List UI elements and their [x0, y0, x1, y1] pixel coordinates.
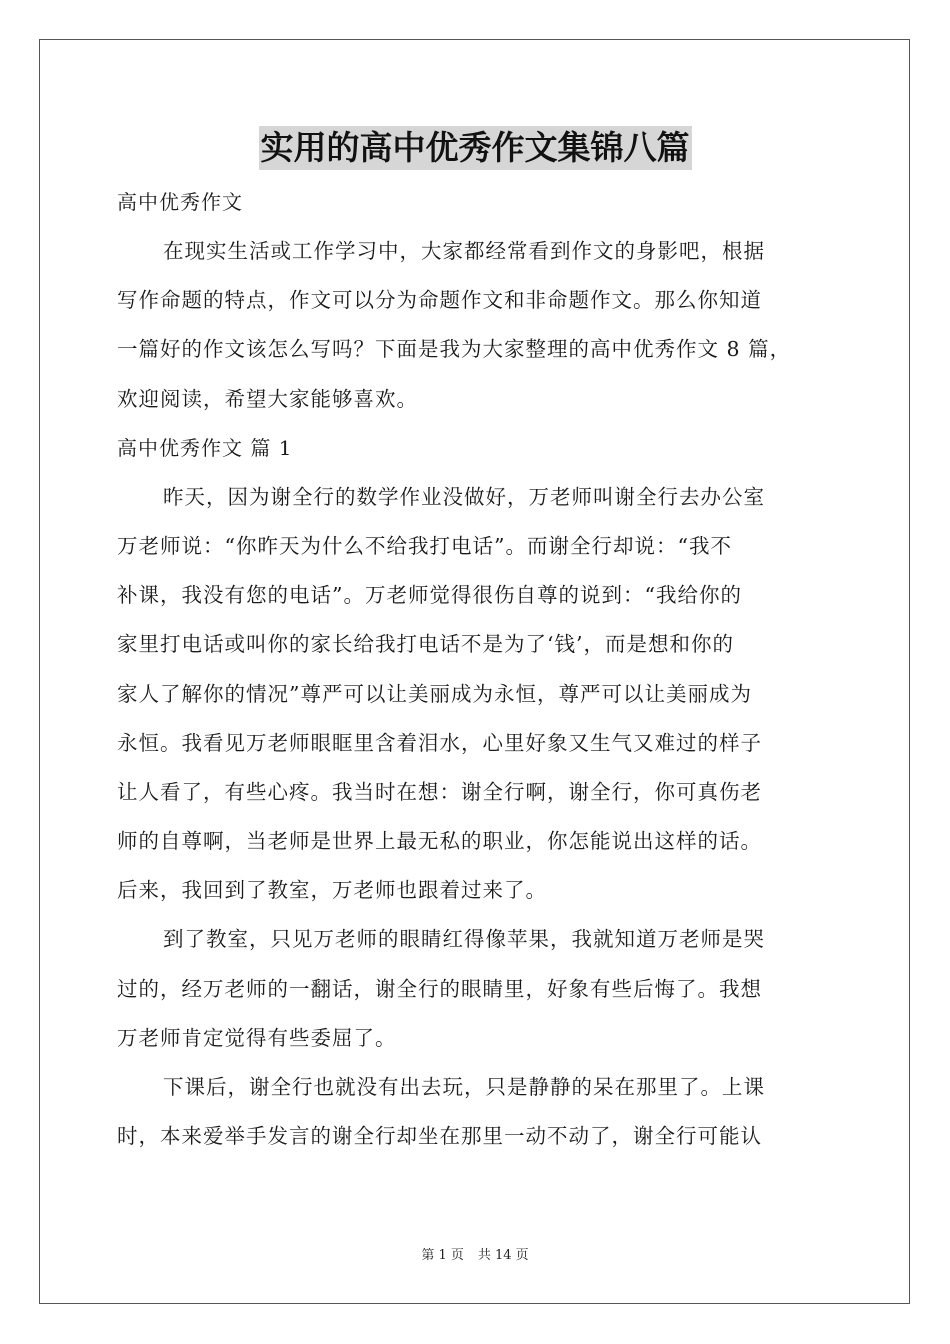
document-title: 实用的高中优秀作文集锦八篇: [259, 126, 692, 170]
essay-paragraph-3: [117, 1063, 835, 1161]
text-line: 家人了解你的情况”尊严可以让美丽成为永恒，尊严可以让美丽成为: [117, 681, 752, 706]
section-heading-essay-1: 高中优秀作文 篇 1: [117, 435, 293, 460]
page-total: 共 14 页: [477, 1248, 529, 1263]
document-title-wrapper: [0, 126, 950, 170]
essay-paragraph-2: [117, 915, 835, 1063]
text-line: 万老师说：“你昨天为什么不给我打电话”。而谢全行却说：“我不: [117, 533, 732, 558]
text-line: 后来，我回到了教室，万老师也跟着过来了。: [117, 878, 547, 903]
page-footer: [0, 1247, 950, 1265]
text-line: 下课后，谢全行也就没有出去玩，只是静静的呆在那里了。上课: [163, 1075, 765, 1099]
text-line: 在现实生活或工作学习中，大家都经常看到作文的身影吧，根据: [163, 239, 765, 263]
document-body: [117, 178, 835, 1161]
essay-paragraph-1: [117, 473, 835, 916]
text-line: 永恒。我看见万老师眼眶里含着泪水，心里好象又生气又难过的样子: [117, 730, 762, 755]
intro-paragraph: [117, 227, 835, 424]
text-line: 万老师肯定觉得有些委屈了。: [117, 1025, 397, 1050]
text-line: 让人看了，有些心疼。我当时在想：谢全行啊，谢全行，你可真伤老: [117, 779, 762, 804]
text-line: 一篇好的作文该怎么写吗？下面是我为大家整理的高中优秀作文 8 篇，: [117, 337, 792, 362]
text-line: 过的，经万老师的一翻话，谢全行的眼睛里，好象有些后悔了。我想: [117, 976, 762, 1001]
text-line: 师的自尊啊，当老师是世界上最无私的职业，你怎能说出这样的话。: [117, 829, 762, 854]
text-line: 昨天，因为谢全行的数学作业没做好，万老师叫谢全行去办公室: [163, 484, 765, 509]
page-number: 第 1 页: [421, 1248, 464, 1263]
text-line: 写作命题的特点，作文可以分为命题作文和非命题作文。那么你知道: [117, 288, 762, 313]
text-line: 时，本来爱举手发言的谢全行却坐在那里一动不动了，谢全行可能认: [117, 1124, 762, 1149]
text-line: 家里打电话或叫你的家长给我打电话不是为了‘钱’，而是想和你的: [117, 632, 735, 657]
text-line: 欢迎阅读，希望大家能够喜欢。: [117, 386, 418, 411]
text-line: 补课，我没有您的电话”。万老师觉得很伤自尊的说到：“我给你的: [117, 583, 742, 608]
text-line: 到了教室，只见万老师的眼睛红得像苹果，我就知道万老师是哭: [163, 927, 765, 952]
section-heading-intro: 高中优秀作文: [117, 190, 243, 214]
